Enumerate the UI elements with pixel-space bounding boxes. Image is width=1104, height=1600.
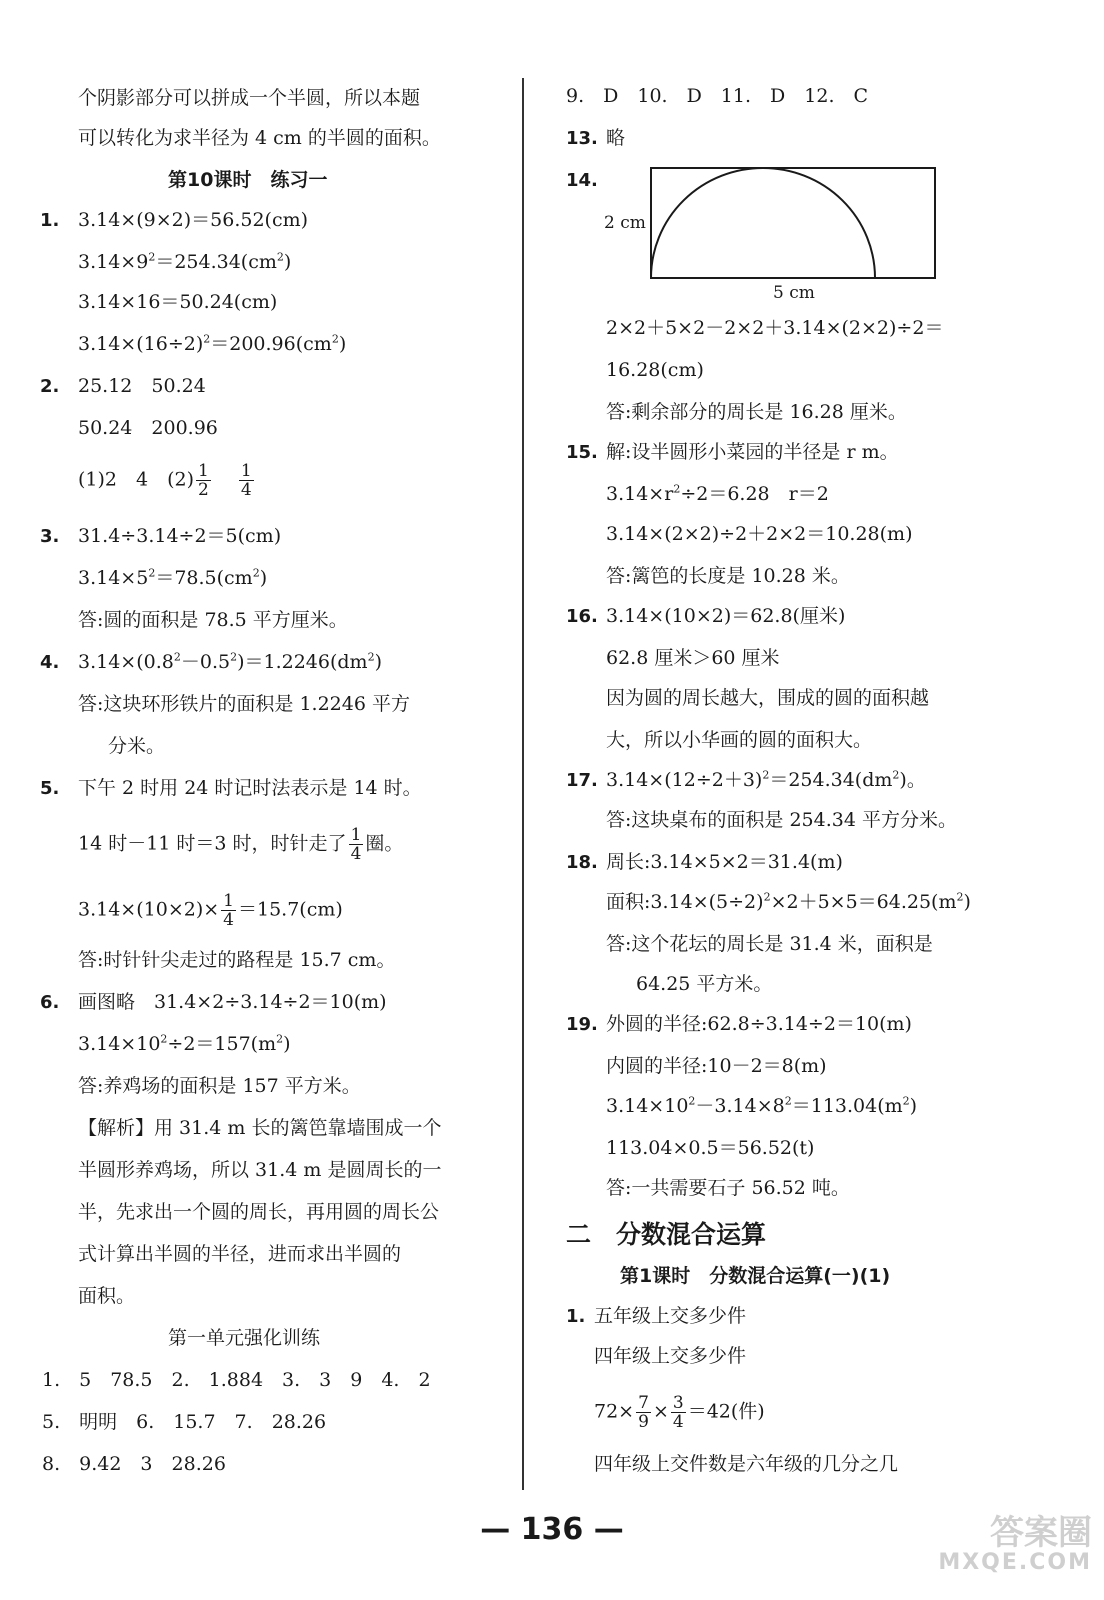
question-19: 19. 外圆的半径:62.8÷3.14÷2＝10(m) bbox=[566, 1013, 912, 1035]
q15-line2: $3.14\times r^2\div 2=6.28$ r＝2 bbox=[606, 482, 829, 505]
unit-title: 二 分数混合运算 bbox=[566, 1220, 767, 1249]
fraction: $\frac{1}{4}$ bbox=[240, 461, 252, 500]
question-4: 4. $3.14\times(0.8^2-0.5^2)=1.2246(dm^2)$ bbox=[40, 650, 382, 673]
lesson-title: 第1课时 分数混合运算(一)(1) bbox=[620, 1265, 891, 1287]
analysis-line: 半圆形养鸡场，所以 31.4 m 是圆周长的一 bbox=[78, 1159, 442, 1181]
q18-answer: 答:这个花坛的周长是 31.4 米，面积是 bbox=[606, 933, 933, 955]
question-3: 3. 31.4÷3.14÷2＝5(cm) bbox=[40, 525, 282, 547]
q18-answer-cont: 64.25 平方米。 bbox=[636, 973, 773, 995]
question-13: 13. 略 bbox=[566, 127, 626, 149]
q3-answer: 答:圆的面积是 78.5 平方厘米。 bbox=[78, 609, 348, 631]
question-18: 18. 周长:3.14×5×2＝31.4(m) bbox=[566, 851, 843, 873]
q16-line4: 大，所以小华画的圆的面积大。 bbox=[606, 729, 873, 751]
q5-answer: 答:时针针尖走过的路程是 15.7 cm。 bbox=[78, 949, 396, 971]
analysis-line: 式计算出半圆的半径，进而求出半圆的 bbox=[78, 1243, 402, 1265]
q19-answer: 答:一共需要石子 56.52 吨。 bbox=[606, 1177, 850, 1199]
width-label: 5 cm bbox=[773, 283, 815, 303]
q4-answer-cont: 分米。 bbox=[108, 735, 166, 757]
q1-line2: $3.14\times 9^2=254.34(cm^2)$ bbox=[78, 250, 292, 273]
fraction: $\frac{7}{9}$ bbox=[638, 1393, 649, 1432]
q19-line4: 113.04×0.5＝56.52(t) bbox=[606, 1137, 815, 1159]
fraction: $\frac{3}{4}$ bbox=[672, 1393, 684, 1432]
answers-row: 9. D 10. D 11. D 12. C bbox=[566, 85, 869, 107]
question-1 bbox=[40, 208, 308, 233]
semicircle-figure bbox=[600, 160, 950, 310]
question-16: 16. 3.14×(10×2)＝62.8(厘米) bbox=[566, 605, 846, 627]
q19-line2: 内圆的半径:10－2＝8(m) bbox=[606, 1055, 827, 1077]
semicircle-arc bbox=[651, 168, 875, 278]
q14-answer: 答:剩余部分的周长是 16.28 厘米。 bbox=[606, 401, 907, 423]
unit-training-line: 8. 9.42 3 28.26 bbox=[42, 1453, 226, 1475]
question-5: 5. 下午 2 时用 24 时记时法表示是 14 时。 bbox=[40, 777, 422, 799]
height-label: 2 cm bbox=[604, 213, 646, 233]
question-number: 1. bbox=[40, 210, 60, 231]
question-15: 15. 解:设半圆形小菜园的半径是 r m。 bbox=[566, 441, 899, 463]
intro-line: 可以转化为求半径为 4 cm 的半圆的面积。 bbox=[78, 127, 441, 149]
question-6: 6. 画图略 31.4×2÷3.14÷2＝10(m) bbox=[40, 991, 387, 1013]
analysis-line: 半，先求出一个圆的周长，再用圆的周长公 bbox=[78, 1201, 440, 1223]
fraction: $\frac{1}{4}$ bbox=[223, 891, 234, 930]
watermark-logo: 答案圈 MXQE.COM bbox=[938, 1513, 1092, 1575]
q15-line3: 3.14×(2×2)÷2＋2×2＝10.28(m) bbox=[606, 523, 913, 545]
q1-line3: 3.14×16＝50.24(cm) bbox=[78, 291, 278, 313]
q2-line2: 50.24 200.96 bbox=[78, 417, 218, 439]
intro-line: 个阴影部分可以拼成一个半圆，所以本题 bbox=[78, 87, 421, 109]
fraction: $\frac{1}{4}$ bbox=[350, 825, 362, 864]
lesson-title: 第10课时 练习一 bbox=[168, 169, 328, 191]
q3-line2: $3.14\times 5^2=78.5(cm^2)$ bbox=[78, 566, 268, 589]
p1-line3: 72× $\frac{7}{9}$ × $\frac{3}{4}$ ＝42(件) bbox=[594, 1393, 765, 1432]
unit-training-line: 1. 5 78.5 2. 1.884 3. 3 9 4. 2 bbox=[42, 1369, 431, 1391]
q2-line3: (1)2 4 (2) $\frac{1}{2}$ $\frac{1}{4}$ bbox=[78, 461, 252, 500]
unit-training-line: 5. 明明 6. 15.7 7. 28.26 bbox=[42, 1411, 327, 1433]
question-1: 1. 五年级上交多少件 bbox=[566, 1305, 747, 1327]
q18-line2: 面积$:3.14\times(5\div 2)^2\times 2+5\times 5=64.25(m^2)$ bbox=[606, 890, 971, 913]
q1-line1: 3.14×(9×2)＝56.52(cm) bbox=[78, 209, 309, 231]
question-number: 2. bbox=[40, 376, 60, 397]
analysis-line: 【解析】用 31.4 m 长的篱笆靠墙围成一个 bbox=[78, 1117, 442, 1139]
q14-line1: 2×2＋5×2－2×2＋3.14×(2×2)÷2＝ bbox=[606, 317, 944, 339]
question-number: 4. bbox=[40, 652, 60, 673]
q15-answer: 答:篱笆的长度是 10.28 米。 bbox=[606, 565, 850, 587]
q16-line3: 因为圆的周长越大，围成的圆的面积越 bbox=[606, 687, 930, 709]
q5-line2: 14 时－11 时＝3 时，时针走了 $\frac{1}{4}$ 圈。 bbox=[78, 825, 404, 864]
q19-line3: $3.14\times 10^2-3.14\times 8^2=113.04(m^2)$ bbox=[606, 1094, 918, 1117]
q14-line2: 16.28(cm) bbox=[606, 359, 704, 381]
q4-answer: 答:这块环形铁片的面积是 1.2246 平方 bbox=[78, 693, 410, 715]
analysis-line: 面积。 bbox=[78, 1285, 136, 1307]
q5-line3: 3.14×(10×2)× $\frac{1}{4}$ ＝15.7(cm) bbox=[78, 891, 343, 930]
question-2: 2. 25.12 50.24 bbox=[40, 375, 206, 397]
q17-answer: 答:这块桌布的面积是 254.34 平方分米。 bbox=[606, 809, 957, 831]
q16-line2: 62.8 厘米＞60 厘米 bbox=[606, 647, 780, 669]
q1-line4: $3.14\times(16\div 2)^2=200.96(cm^2)$ bbox=[78, 332, 347, 355]
q6-line2: $3.14\times 10^2\div 2=157(m^2)$ bbox=[78, 1032, 291, 1055]
page-number: — 136 — bbox=[480, 1512, 624, 1547]
rectangle-shape bbox=[651, 168, 935, 278]
p1-line2: 四年级上交多少件 bbox=[594, 1345, 747, 1367]
question-number: 3. bbox=[40, 526, 60, 547]
question-14-number: 14. bbox=[566, 170, 598, 191]
question-number: 5. bbox=[40, 778, 60, 799]
q6-answer: 答:养鸡场的面积是 157 平方米。 bbox=[78, 1075, 361, 1097]
column-divider bbox=[522, 78, 524, 1490]
question-number: 6. bbox=[40, 992, 60, 1013]
section-title: 第一单元强化训练 bbox=[168, 1327, 321, 1349]
question-17: 17. $3.14\times(12\div 2+3)^2=254.34(dm^2)$。 bbox=[566, 768, 926, 791]
p1-line4: 四年级上交件数是六年级的几分之几 bbox=[594, 1453, 899, 1475]
fraction: $\frac{1}{2}$ bbox=[198, 461, 209, 500]
